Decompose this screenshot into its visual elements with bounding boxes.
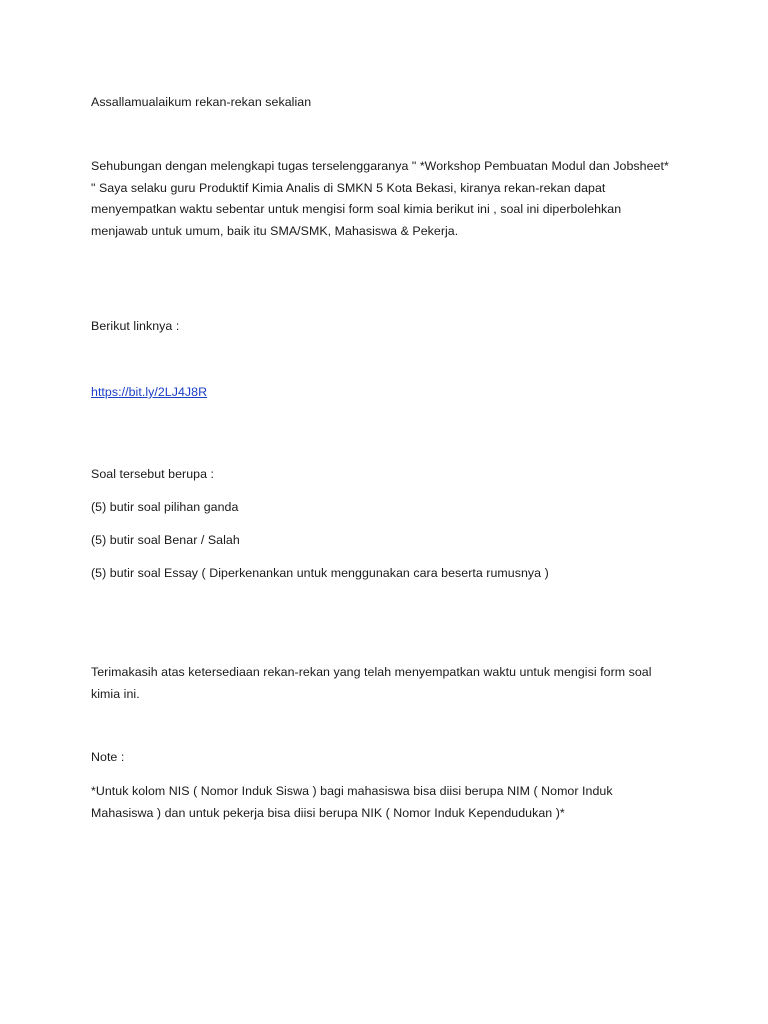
link-paragraph [91,382,691,404]
note-heading-text: Note : [91,750,125,764]
intro-line: " Saya selaku guru Produktif Kimia Analis di SMKN 5 Kota Bekasi, kiranya rekan-rekan dapat [91,180,606,195]
question-item-text: (5) butir soal Benar / Salah [91,533,240,547]
question-item [91,497,691,519]
question-item [91,563,691,585]
questions-heading-text: Soal tersebut berupa : [91,467,215,481]
question-item-text: (5) butir soal Essay ( Diperkenankan untuk menggunakan cara beserta rumusnya ) [91,566,549,580]
intro-line: menjawab untuk umum, baik itu SMA/SMK, Mahasiswa & Pekerja. [91,223,459,238]
note-line: Mahasiswa ) dan untuk pekerja bisa diisi berupa NIK ( Nomor Induk Kependudukan )* [91,805,565,820]
question-item-text: (5) butir soal pilihan ganda [91,500,239,514]
greeting-text: Assallamualaikum rekan-rekan sekalian [91,95,312,109]
form-link[interactable]: https://bit.ly/2LJ4J8R [91,385,208,399]
question-item [91,530,691,552]
intro-paragraph [91,156,691,242]
link-label [91,316,691,338]
intro-line: menyempatkan waktu sebentar untuk mengisi form soal kimia berikut ini , soal ini diperbolehkan [91,202,622,216]
intro-line: Sehubungan dengan melengkapi tugas terselenggaranya " *Workshop Pembuatan Modul dan Jobsheet* [91,159,669,173]
link-label-text: Berikut linknya : [91,319,180,333]
thanks-line: kimia ini. [91,686,140,701]
thanks-paragraph [91,662,691,705]
note-paragraph [91,781,691,824]
thanks-line: Terimakasih atas ketersediaan rekan-rekan yang telah menyempatkan waktu untuk mengisi form soal [91,665,652,679]
note-heading [91,747,691,769]
note-line: *Untuk kolom NIS ( Nomor Induk Siswa ) bagi mahasiswa bisa diisi berupa NIM ( Nomor Induk [91,784,613,798]
questions-heading [91,464,691,486]
greeting [91,92,691,114]
